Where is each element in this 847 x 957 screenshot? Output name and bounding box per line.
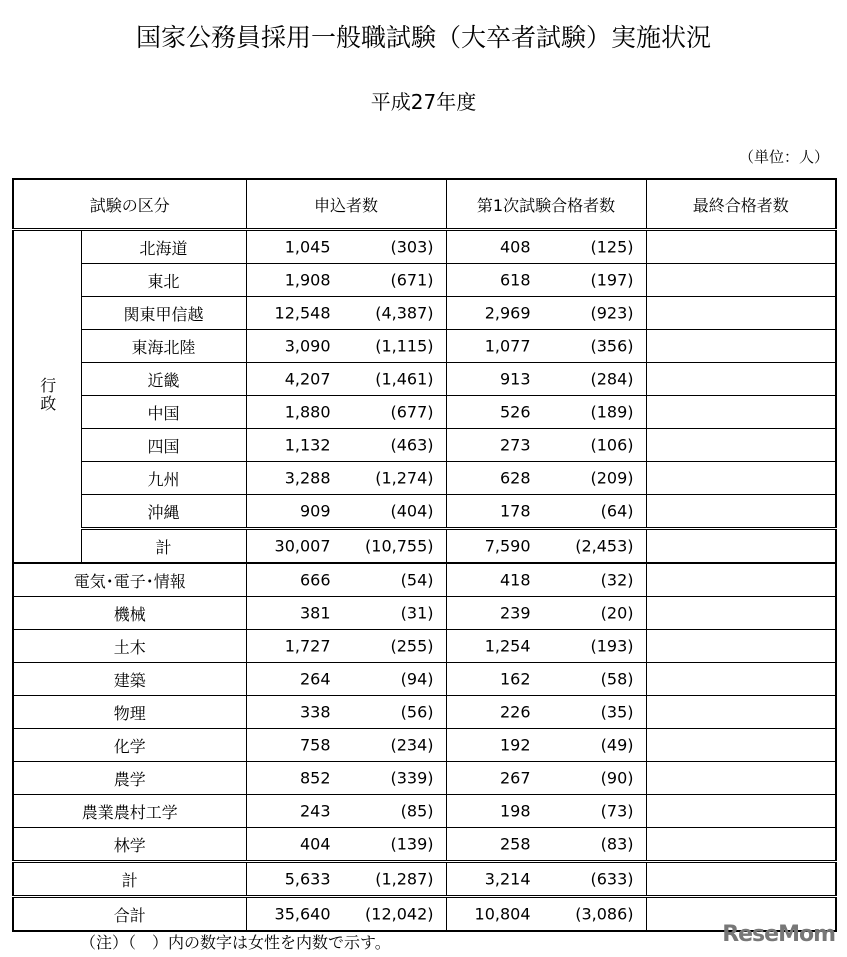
first-pass-value: 913: [499, 369, 531, 389]
first-pass-female-value: (73): [600, 801, 634, 821]
table-row: [13, 597, 836, 630]
applicants-female-value: (404): [390, 501, 434, 521]
first-pass-value: 628: [499, 468, 531, 488]
final-pass-cell: [646, 663, 836, 696]
first-pass-cell: [446, 828, 646, 862]
row-label: 電気･電子･情報: [13, 563, 246, 597]
applicants-female-value: (85): [400, 801, 434, 821]
table-row: [13, 264, 836, 297]
first-pass-cell: [446, 297, 646, 330]
final-pass-cell: [646, 762, 836, 795]
applicants-female-value: (463): [390, 435, 434, 455]
final-pass-cell: [646, 363, 836, 396]
first-pass-cell: [446, 330, 646, 363]
applicants-female-value: (1,461): [375, 369, 434, 389]
applicants-value: 30,007: [274, 536, 331, 556]
final-pass-cell: [646, 729, 836, 762]
applicants-cell: [246, 729, 446, 762]
table-row: [13, 330, 836, 363]
applicants-female-value: (12,042): [365, 904, 434, 924]
applicants-value: 666: [299, 570, 331, 590]
first-pass-female-value: (125): [590, 237, 634, 257]
first-pass-female-value: (193): [590, 636, 634, 656]
row-label: 計: [13, 862, 246, 897]
applicants-value: 243: [299, 801, 331, 821]
first-pass-value: 162: [499, 669, 531, 689]
applicants-value: 338: [299, 702, 331, 722]
applicants-cell: [246, 363, 446, 396]
header-final-pass: 最終合格者数: [646, 179, 836, 230]
first-pass-female-value: (189): [590, 402, 634, 422]
first-pass-value: 3,214: [484, 869, 531, 889]
row-label: 農業農村工学: [13, 795, 246, 828]
applicants-cell: [246, 862, 446, 897]
table-row: [13, 630, 836, 663]
table-row: [13, 795, 836, 828]
first-pass-cell: [446, 597, 646, 630]
first-pass-value: 7,590: [484, 536, 531, 556]
final-pass-cell: [646, 630, 836, 663]
applicants-cell: [246, 264, 446, 297]
table-row: [13, 762, 836, 795]
applicants-cell: [246, 762, 446, 795]
header-category: 試験の区分: [13, 179, 246, 230]
first-pass-cell: [446, 897, 646, 932]
first-pass-value: 418: [499, 570, 531, 590]
applicants-value: 1,908: [284, 270, 331, 290]
table-row: [13, 729, 836, 762]
applicants-value: 5,633: [284, 869, 331, 889]
applicants-female-value: (54): [400, 570, 434, 590]
applicants-value: 3,090: [284, 336, 331, 356]
header-applicants: 申込者数: [246, 179, 446, 230]
table-row: [13, 563, 836, 597]
row-label: 物理: [13, 696, 246, 729]
applicants-cell: [246, 563, 446, 597]
applicants-cell: [246, 529, 446, 564]
row-label: 北海道: [81, 230, 246, 264]
first-pass-value: 258: [499, 834, 531, 854]
applicants-value: 909: [299, 501, 331, 521]
row-label: 中国: [81, 396, 246, 429]
first-pass-female-value: (106): [590, 435, 634, 455]
row-label: 四国: [81, 429, 246, 462]
page-subtitle: 平成27年度: [370, 90, 477, 114]
first-pass-female-value: (923): [590, 303, 634, 323]
final-pass-cell: [646, 264, 836, 297]
first-pass-value: 192: [499, 735, 531, 755]
first-pass-female-value: (83): [600, 834, 634, 854]
applicants-female-value: (10,755): [365, 536, 434, 556]
applicants-female-value: (677): [390, 402, 434, 422]
exam-results-table: [12, 178, 837, 932]
applicants-cell: [246, 429, 446, 462]
final-pass-cell: [646, 563, 836, 597]
row-label: 東北: [81, 264, 246, 297]
applicants-female-value: (31): [400, 603, 434, 623]
applicants-cell: [246, 396, 446, 429]
first-pass-value: 198: [499, 801, 531, 821]
row-label: 土木: [13, 630, 246, 663]
first-pass-cell: [446, 795, 646, 828]
resemom-logo: ReseMom: [722, 922, 835, 947]
first-pass-cell: [446, 230, 646, 264]
first-pass-value: 267: [499, 768, 531, 788]
applicants-cell: [246, 297, 446, 330]
first-pass-cell: [446, 462, 646, 495]
page-title: 国家公務員採用一般職試験（大卒者試験）実施状況: [135, 23, 711, 52]
final-pass-cell: [646, 597, 836, 630]
first-pass-cell: [446, 696, 646, 729]
table-row-subtotal: [13, 862, 836, 897]
applicants-female-value: (234): [390, 735, 434, 755]
table-header-row: [13, 179, 836, 230]
group-label-text: 行政: [37, 376, 57, 413]
applicants-value: 3,288: [284, 468, 331, 488]
first-pass-value: 1,077: [484, 336, 531, 356]
applicants-cell: [246, 696, 446, 729]
row-label: 近畿: [81, 363, 246, 396]
first-pass-value: 618: [499, 270, 531, 290]
final-pass-cell: [646, 462, 836, 495]
first-pass-female-value: (35): [600, 702, 634, 722]
footnote: （注）（ ）内の数字は女性を内数で示す。: [80, 933, 391, 952]
row-label: 林学: [13, 828, 246, 862]
first-pass-value: 408: [499, 237, 531, 257]
first-pass-cell: [446, 762, 646, 795]
first-pass-female-value: (32): [600, 570, 634, 590]
applicants-value: 12,548: [274, 303, 331, 323]
applicants-female-value: (139): [390, 834, 434, 854]
row-label: 機械: [13, 597, 246, 630]
first-pass-value: 10,804: [474, 904, 531, 924]
first-pass-value: 226: [499, 702, 531, 722]
first-pass-female-value: (356): [590, 336, 634, 356]
first-pass-cell: [446, 495, 646, 529]
applicants-value: 4,207: [284, 369, 331, 389]
first-pass-cell: [446, 663, 646, 696]
row-label: 化学: [13, 729, 246, 762]
final-pass-cell: [646, 396, 836, 429]
applicants-female-value: (94): [400, 669, 434, 689]
applicants-value: 264: [299, 669, 331, 689]
first-pass-female-value: (633): [590, 869, 634, 889]
applicants-value: 852: [299, 768, 331, 788]
applicants-value: 1,132: [284, 435, 331, 455]
header-first-pass: 第1次試験合格者数: [446, 179, 646, 230]
final-pass-cell: [646, 429, 836, 462]
table-row: [13, 230, 836, 264]
unit-label: （単位：人）: [738, 148, 829, 166]
applicants-cell: [246, 495, 446, 529]
applicants-female-value: (671): [390, 270, 434, 290]
applicants-female-value: (255): [390, 636, 434, 656]
row-label: 東海北陸: [81, 330, 246, 363]
applicants-cell: [246, 663, 446, 696]
first-pass-value: 1,254: [484, 636, 531, 656]
table-row-grand-total: [13, 897, 836, 932]
row-label: 沖縄: [81, 495, 246, 529]
row-label: 関東甲信越: [81, 297, 246, 330]
first-pass-female-value: (284): [590, 369, 634, 389]
final-pass-cell: [646, 495, 836, 529]
first-pass-female-value: (209): [590, 468, 634, 488]
final-pass-cell: [646, 230, 836, 264]
table-row: [13, 495, 836, 529]
first-pass-female-value: (90): [600, 768, 634, 788]
applicants-value: 1,045: [284, 237, 331, 257]
first-pass-female-value: (20): [600, 603, 634, 623]
first-pass-cell: [446, 429, 646, 462]
applicants-female-value: (1,274): [375, 468, 434, 488]
first-pass-value: 273: [499, 435, 531, 455]
applicants-value: 381: [299, 603, 331, 623]
applicants-cell: [246, 330, 446, 363]
row-label: 合計: [13, 897, 246, 932]
applicants-value: 758: [299, 735, 331, 755]
applicants-value: 1,880: [284, 402, 331, 422]
first-pass-cell: [446, 264, 646, 297]
final-pass-cell: [646, 795, 836, 828]
applicants-cell: [246, 897, 446, 932]
final-pass-cell: [646, 862, 836, 897]
applicants-cell: [246, 630, 446, 663]
first-pass-female-value: (58): [600, 669, 634, 689]
first-pass-cell: [446, 630, 646, 663]
final-pass-cell: [646, 696, 836, 729]
table-row: [13, 696, 836, 729]
applicants-cell: [246, 230, 446, 264]
first-pass-value: 526: [499, 402, 531, 422]
applicants-female-value: (1,115): [375, 336, 434, 356]
applicants-value: 35,640: [274, 904, 331, 924]
first-pass-female-value: (64): [600, 501, 634, 521]
applicants-cell: [246, 828, 446, 862]
first-pass-cell: [446, 729, 646, 762]
first-pass-female-value: (3,086): [575, 904, 634, 924]
first-pass-female-value: (49): [600, 735, 634, 755]
applicants-cell: [246, 597, 446, 630]
row-label: 農学: [13, 762, 246, 795]
group-label-gyosei: [13, 230, 81, 564]
applicants-female-value: (339): [390, 768, 434, 788]
applicants-value: 404: [299, 834, 331, 854]
row-label: 建築: [13, 663, 246, 696]
table-row: [13, 396, 836, 429]
applicants-value: 1,727: [284, 636, 331, 656]
first-pass-value: 2,969: [484, 303, 531, 323]
final-pass-cell: [646, 297, 836, 330]
applicants-cell: [246, 462, 446, 495]
table-row: [13, 828, 836, 862]
row-label: 計: [81, 529, 246, 564]
table-row: [13, 663, 836, 696]
first-pass-cell: [446, 563, 646, 597]
first-pass-value: 239: [499, 603, 531, 623]
applicants-female-value: (303): [390, 237, 434, 257]
applicants-female-value: (56): [400, 702, 434, 722]
table-row: [13, 363, 836, 396]
applicants-female-value: (4,387): [375, 303, 434, 323]
first-pass-female-value: (197): [590, 270, 634, 290]
first-pass-cell: [446, 862, 646, 897]
first-pass-female-value: (2,453): [575, 536, 634, 556]
first-pass-cell: [446, 396, 646, 429]
first-pass-cell: [446, 529, 646, 564]
applicants-cell: [246, 795, 446, 828]
table-row: [13, 462, 836, 495]
table-row: [13, 297, 836, 330]
table-row-subtotal: [13, 529, 836, 564]
final-pass-cell: [646, 529, 836, 564]
row-label: 九州: [81, 462, 246, 495]
final-pass-cell: [646, 330, 836, 363]
first-pass-value: 178: [499, 501, 531, 521]
table-row: [13, 429, 836, 462]
applicants-female-value: (1,287): [375, 869, 434, 889]
first-pass-cell: [446, 363, 646, 396]
final-pass-cell: [646, 828, 836, 862]
